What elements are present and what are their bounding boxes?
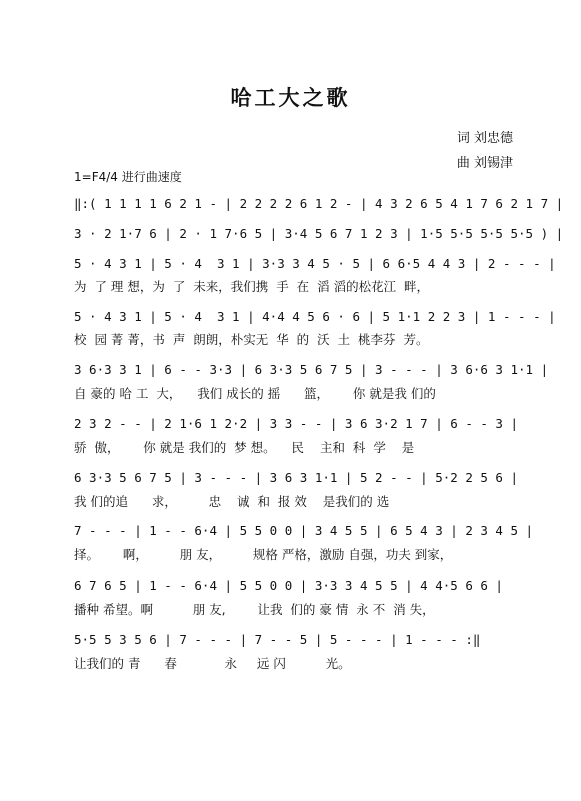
lyric-line-9: 播种 希望。啊 朋 友, 让我 们的 豪 情 永 不 消 失， [74,602,435,617]
lyric-line-3: 为 了 理 想，为 了 未来，我们携 手 在 滔 滔的松花江 畔， [74,279,430,294]
score-line-10: 5·5 5 3 5 6 | 7 - - - | 7 - - 5 | 5 - - - | 1 - - - :‖ [74,632,481,647]
score-line-9: 6 7 6 5 | 1 - - 6·4 | 5 5 0 0 | 3·3 3 4 5 5 | 4 4·5 6 6 | [74,578,503,593]
score-line-8: 7 - - - | 1 - - 6·4 | 5 5 0 0 | 3 4 5 5 | 6 5 4 3 | 2 3 4 5 | [74,523,534,538]
lyric-line-10: 让我们的 青 春 永 远 闪 光。 [74,656,351,671]
lyric-line-5: 自 豪的 哈 工 大， 我们 成长的 摇 篮， 你 就是我 们的 [74,386,436,401]
lyricist-credit: 词 刘忠德 [456,131,513,146]
key-tempo-marking: 1=F4/4 进行曲速度 [74,170,182,184]
lyric-line-8: 择。 啊， 朋 友， 规格 严格，激励 自强，功夫 到家， [74,547,453,562]
score-line-2: 3 · 2 1·7 6 | 2 · 1 7·6 5 | 3·4 5 6 7 1 2 3 | 1·5 5·5 5·5 5·5 ) | [74,226,564,241]
score-line-1: ‖:( 1 1 1 1 6 2 1 - | 2 2 2 2 6 1 2 - | 4 3 2 6 5 4 1 7 6 2 1 7 | [74,196,564,211]
score-line-7: 6 3·3 5 6 7 5 | 3 - - - | 3 6 3 1·1 | 5 2 - - | 5·2 2 5 6 | [74,470,519,485]
lyric-line-7: 我 们的追 求， 忠 诚 和 报 效 是我们的 选 [74,494,390,509]
score-line-4: 5 · 4 3 1 | 5 · 4 3 1 | 4·4 4 5 6 · 6 | 5 1·1 2 2 3 | 1 - - - | [74,309,556,324]
score-line-3: 5 · 4 3 1 | 5 · 4 3 1 | 3·3 3 4 5 · 5 | 6 6·5 4 4 3 | 2 - - - | [74,256,556,271]
composer-credit: 曲 刘锡津 [456,156,513,171]
score-line-5: 3 6·3 3 1 | 6 - - 3·3 | 6 3·3 5 6 7 5 | 3 - - - | 3 6·6 3 1·1 | [74,362,549,377]
lyric-line-6: 骄 傲， 你 就是 我们的 梦 想。 民 主和 科 学 是 [74,440,415,455]
score-line-6: 2 3 2 - - | 2 1·6 1 2·2 | 3 3 - - | 3 6 3·2 1 7 | 6 - - 3 | [74,416,519,431]
lyric-line-4: 校 园 菁 菁，书 声 朗朗，朴实无 华 的 沃 土 桃李芬 芳。 [74,332,429,347]
song-title: 哈工大之歌 [230,86,351,110]
